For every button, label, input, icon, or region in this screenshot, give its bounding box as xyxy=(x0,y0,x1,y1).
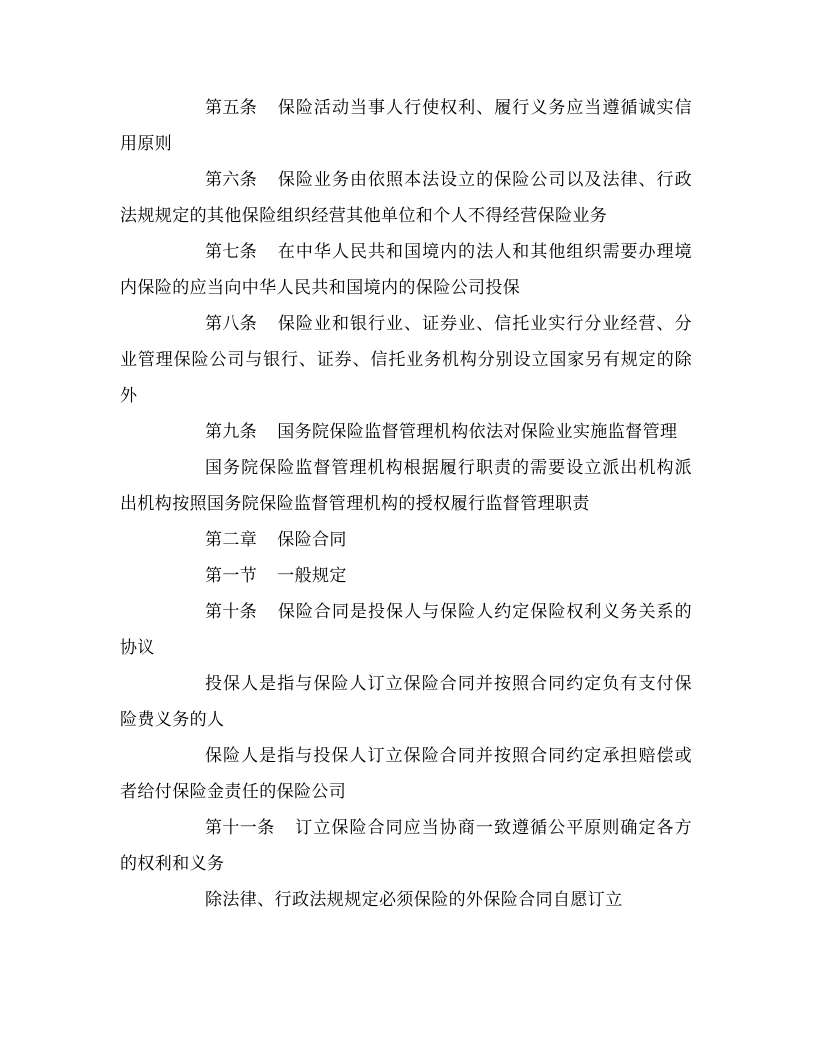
article-label: 第八条 xyxy=(205,314,258,334)
article-5 xyxy=(120,90,692,162)
paragraph-text: 投保人是指与保险人订立保险合同并按照合同约定负有支付保险费义务的人 xyxy=(120,674,692,730)
section-heading xyxy=(120,558,692,594)
article-label: 第十一条 xyxy=(205,818,275,838)
chapter-heading xyxy=(120,522,692,558)
article-text: 保险业务由依照本法设立的保险公司以及法律、行政法规规定的其他保险组织经营其他单位和个人不得经营保险业务 xyxy=(120,170,692,226)
article-10-paragraph-3 xyxy=(120,738,692,810)
article-11 xyxy=(120,810,692,882)
article-label: 第十条 xyxy=(205,602,258,622)
article-6 xyxy=(120,162,692,234)
article-11-paragraph-2 xyxy=(120,882,692,918)
article-text: 保险合同是投保人与保险人约定保险权利义务关系的协议 xyxy=(120,602,692,658)
article-text: 订立保险合同应当协商一致遵循公平原则确定各方的权利和义务 xyxy=(120,818,692,874)
section-title: 一般规定 xyxy=(277,566,347,586)
article-7 xyxy=(120,234,692,306)
article-9 xyxy=(120,414,692,450)
document-body xyxy=(120,90,692,918)
section-label: 第一节 xyxy=(205,566,258,586)
article-label: 第九条 xyxy=(205,422,258,442)
article-10 xyxy=(120,594,692,666)
article-text: 保险业和银行业、证券业、信托业实行分业经营、分业管理保险公司与银行、证券、信托业务机构分别设立国家另有规定的除外 xyxy=(120,314,692,406)
article-9-paragraph-2 xyxy=(120,450,692,522)
paragraph-text: 除法律、行政法规规定必须保险的外保险合同自愿订立 xyxy=(205,890,623,910)
article-label: 第五条 xyxy=(205,98,258,118)
article-text: 在中华人民共和国境内的法人和其他组织需要办理境内保险的应当向中华人民共和国境内的保险公司投保 xyxy=(120,242,692,298)
article-10-paragraph-2 xyxy=(120,666,692,738)
article-label: 第六条 xyxy=(205,170,258,190)
chapter-label: 第二章 xyxy=(205,530,258,550)
article-label: 第七条 xyxy=(205,242,258,262)
article-8 xyxy=(120,306,692,414)
article-text: 国务院保险监督管理机构依法对保险业实施监督管理 xyxy=(277,422,678,442)
paragraph-text: 国务院保险监督管理机构根据履行职责的需要设立派出机构派出机构按照国务院保险监督管理机构的授权履行监督管理职责 xyxy=(120,458,692,514)
paragraph-text: 保险人是指与投保人订立保险合同并按照合同约定承担赔偿或者给付保险金责任的保险公司 xyxy=(120,746,692,802)
chapter-title: 保险合同 xyxy=(277,530,347,550)
article-text: 保险活动当事人行使权利、履行义务应当遵循诚实信用原则 xyxy=(120,98,692,154)
